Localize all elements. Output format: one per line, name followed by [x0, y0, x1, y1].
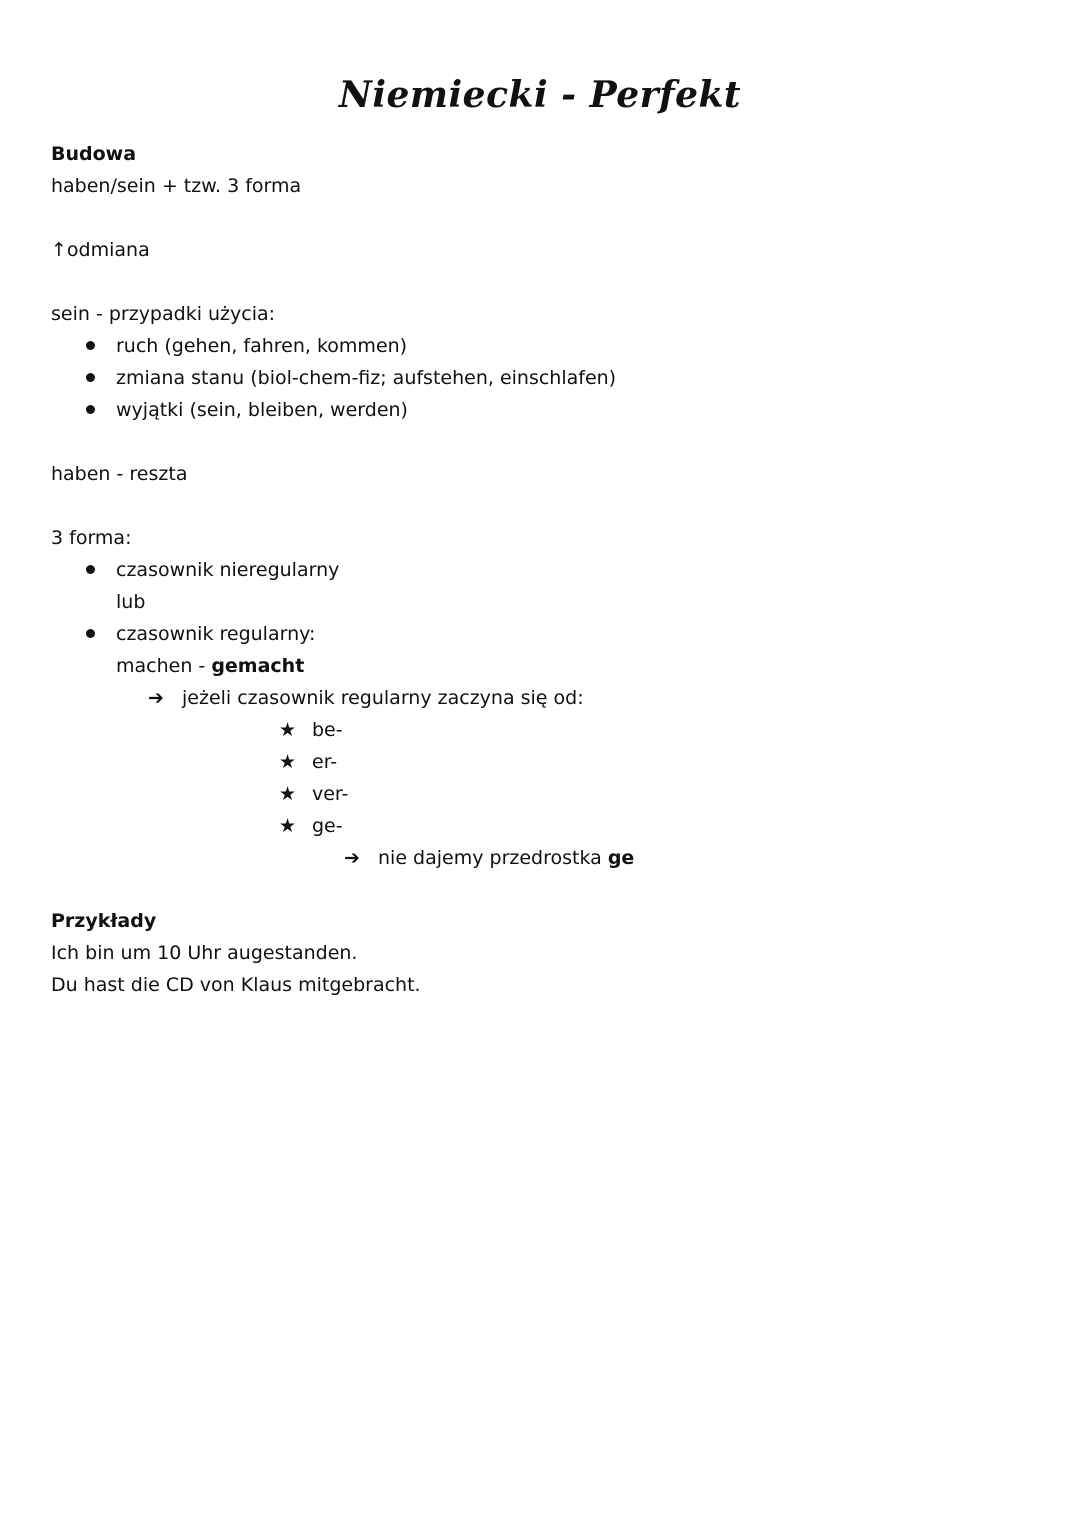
sein-item-zmiana: zmiana stanu (biol-chem-fiz; aufstehen, einschlafen) — [116, 367, 617, 389]
star-icon: ★ — [279, 783, 297, 805]
arrow-right-icon: ➔ — [148, 687, 164, 709]
bullet-icon — [86, 341, 95, 350]
bullet-icon — [86, 629, 95, 638]
example-sentence: Ich bin um 10 Uhr augestanden. — [51, 942, 358, 964]
sein-heading: sein - przypadki użycia: — [51, 303, 276, 325]
haben-text: haben - reszta — [51, 463, 188, 485]
examples-heading: Przykłady — [51, 910, 157, 932]
bullet-icon — [86, 565, 95, 574]
star-icon: ★ — [279, 815, 297, 837]
bullet-icon — [86, 405, 95, 414]
forma3-conclusion — [378, 846, 634, 870]
conclusion-bold: ge — [607, 847, 635, 869]
sein-item-wyjatki: wyjątki (sein, bleiben, werden) — [116, 399, 408, 421]
budowa-formula: haben/sein + tzw. 3 forma — [51, 175, 302, 197]
arrow-right-icon: ➔ — [344, 847, 360, 869]
odmiana-link — [51, 238, 150, 262]
forma3-item-nieregularny: czasownik nieregularny — [116, 559, 340, 581]
forma3-heading: 3 forma: — [51, 527, 132, 549]
forma3-example — [116, 654, 304, 678]
budowa-heading: Budowa — [51, 143, 137, 165]
example-sentence: Du hast die CD von Klaus mitgebracht. — [51, 974, 421, 996]
odmiana-label: odmiana — [66, 239, 150, 261]
sein-item-ruch: ruch (gehen, fahren, kommen) — [116, 335, 408, 357]
prefix-item: er- — [312, 751, 338, 773]
page-title: Niemiecki - Perfekt — [338, 74, 742, 116]
example-prefix: machen - — [116, 655, 212, 677]
forma3-lub: lub — [116, 591, 146, 613]
conclusion-prefix: nie dajemy przedrostka — [378, 847, 608, 869]
prefix-item: ge- — [312, 815, 343, 837]
star-icon: ★ — [279, 719, 297, 741]
star-icon: ★ — [279, 751, 297, 773]
prefix-item: be- — [312, 719, 343, 741]
forma3-arrow-note: jeżeli czasownik regularny zaczyna się od: — [182, 687, 584, 709]
example-bold: gemacht — [211, 655, 305, 677]
bullet-icon — [86, 373, 95, 382]
prefix-item: ver- — [312, 783, 349, 805]
forma3-item-regularny: czasownik regularny: — [116, 623, 316, 645]
up-arrow-icon: ↑ — [51, 239, 67, 261]
